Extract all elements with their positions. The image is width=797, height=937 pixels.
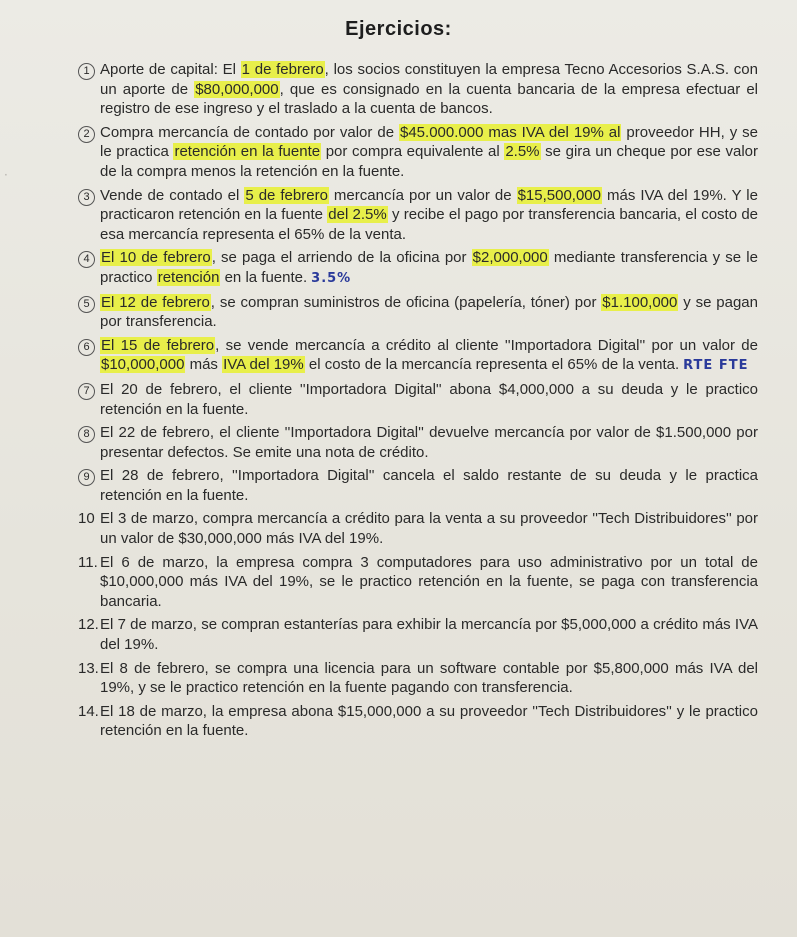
highlighted-text: del 2.5%: [328, 206, 387, 224]
exercise-text: , que es consignado en la cuenta bancaria de la empresa efectuar el registro de ese ingreso y el traslado a la cuenta de bancos.: [100, 80, 758, 118]
exercise-item: [78, 509, 758, 548]
exercise-number: 13.: [78, 659, 99, 677]
exercise-number: 10: [78, 510, 95, 528]
highlighted-text: retención: [157, 268, 220, 286]
exercise-text: más IVA del 19%. Y le practicaron retención en la fuente: [100, 186, 758, 224]
highlighted-text: El 15 de febrero: [101, 336, 215, 354]
highlighted-text: El 10 de febrero: [101, 249, 211, 267]
highlighted-text: retención en la fuente: [174, 143, 321, 161]
exercise-item: [78, 615, 758, 654]
exercise-text: Compra mercancía de contado por valor de: [100, 123, 399, 141]
exercise-number: 6: [78, 336, 97, 356]
highlighted-text: 2.5%: [505, 143, 540, 161]
exercise-item: [78, 553, 758, 612]
exercise-text: en la fuente.: [220, 268, 308, 286]
exercise-number: 11.: [78, 553, 98, 571]
exercise-text: El 3 de marzo, compra mercancía a crédito para la venta a su proveedor ''Tech Distribuidores'' por un valor de $30,000,000 más IVA del 19%.: [100, 510, 758, 548]
highlighted-text: $2,000,000: [472, 249, 548, 267]
exercise-text: El 28 de febrero, ''Importadora Digital'' cancela el saldo restante de su deuda y le practica retención en la fuente.: [100, 467, 758, 504]
exercise-text: El 7 de marzo, se compran estanterías para exhibir la mercancía por $5,000,000 a crédito más IVA del 19%.: [100, 616, 758, 654]
exercise-item: [78, 466, 758, 505]
exercise-text: , se vende mercancía a crédito al cliente ''Importadora Digital'' por un valor de: [215, 336, 758, 354]
handwritten-note: RTE FTE: [683, 358, 749, 374]
exercise-number: 2: [78, 123, 97, 143]
margin-note: ·: [4, 168, 8, 182]
exercise-text: proveedor HH, y se le practica: [100, 123, 758, 161]
exercise-list: [78, 60, 758, 745]
exercise-number: 12.: [78, 616, 99, 634]
exercise-number: 5: [78, 293, 97, 313]
exercise-text: se gira un cheque por ese valor de la compra menos la retención en la fuente.: [100, 143, 758, 180]
exercise-text: Aporte de capital: El: [100, 61, 241, 78]
exercise-item: [78, 186, 758, 245]
highlighted-text: El 12 de febrero: [101, 293, 210, 311]
exercise-text: por compra equivalente al: [321, 143, 505, 161]
highlighted-text: 1 de febrero: [241, 61, 324, 78]
exercise-item: [78, 60, 758, 119]
exercise-item: [78, 248, 758, 288]
highlighted-text: $15,500,000: [517, 186, 601, 204]
exercise-number: 14.: [78, 702, 99, 720]
exercise-text: , se paga el arriendo de la oficina por: [211, 249, 472, 267]
highlighted-text: $10,000,000: [101, 356, 185, 374]
exercise-text: El 22 de febrero, el cliente ''Importadora Digital'' devuelve mercancía por valor de $1.500,000 por presentar defectos. Se emite una nota de crédito.: [100, 424, 758, 461]
exercise-item: [78, 702, 758, 741]
exercise-item: [78, 123, 758, 182]
exercise-text: el costo de la mercancía representa el 65% de la venta.: [304, 356, 680, 374]
exercise-item: [78, 380, 758, 419]
exercise-item: [78, 293, 758, 332]
exercise-text: mediante transferencia y se le practico: [100, 249, 758, 286]
exercise-text: y recibe el pago por transferencia bancaria, el costo de esa mercancía representa el 65% de la venta.: [100, 206, 759, 243]
highlighted-text: $80,000,000: [195, 80, 279, 98]
highlighted-text: IVA del 19%: [223, 356, 304, 374]
page-title: Ejercicios:: [345, 18, 452, 40]
exercise-item: [78, 336, 758, 376]
exercise-number: 9: [78, 466, 97, 486]
exercise-text: El 8 de febrero, se compra una licencia para un software contable por $5,800,000 más IVA del 19%, y se le practico retención en la fuente pagando con transferencia.: [100, 659, 758, 697]
highlighted-text: $1.100,000: [602, 293, 678, 311]
exercise-text: El 6 de marzo, la empresa compra 3 computadores para uso administrativo por un total de $10,000,000 más IVA del 19%, se le practico retención en la fuente, se paga con transferencia bancaria.: [100, 553, 758, 610]
exercise-text: , se compran suministros de oficina (papelería, tóner) por: [210, 293, 602, 311]
exercise-number: 8: [78, 423, 97, 443]
exercise-item: [78, 423, 758, 462]
exercise-text: mercancía por un valor de: [328, 186, 517, 204]
exercise-text: , los socios constituyen la empresa Tecno Accesorios S.A.S. con un aporte de: [100, 61, 758, 98]
handwritten-note: 3.5%: [311, 270, 352, 286]
exercise-number: 7: [78, 380, 97, 400]
exercise-text: más: [185, 356, 223, 374]
exercise-text: El 18 de marzo, la empresa abona $15,000,000 a su proveedor ''Tech Distribuidores'' y le practico retención en la fuente.: [100, 702, 758, 740]
exercise-number: 1: [78, 60, 97, 80]
exercise-number: 3: [78, 186, 97, 206]
exercise-number: 4: [78, 248, 97, 268]
exercise-text: El 20 de febrero, el cliente ''Importadora Digital'' abona $4,000,000 a su deuda y le practico retención en la fuente.: [100, 380, 758, 418]
exercise-text: y se pagan por transferencia.: [100, 293, 758, 331]
highlighted-text: 5 de febrero: [245, 186, 328, 204]
exercise-item: [78, 659, 758, 698]
exercise-text: Vende de contado el: [100, 186, 245, 204]
highlighted-text: $45.000.000 mas IVA del 19% al: [400, 123, 621, 141]
